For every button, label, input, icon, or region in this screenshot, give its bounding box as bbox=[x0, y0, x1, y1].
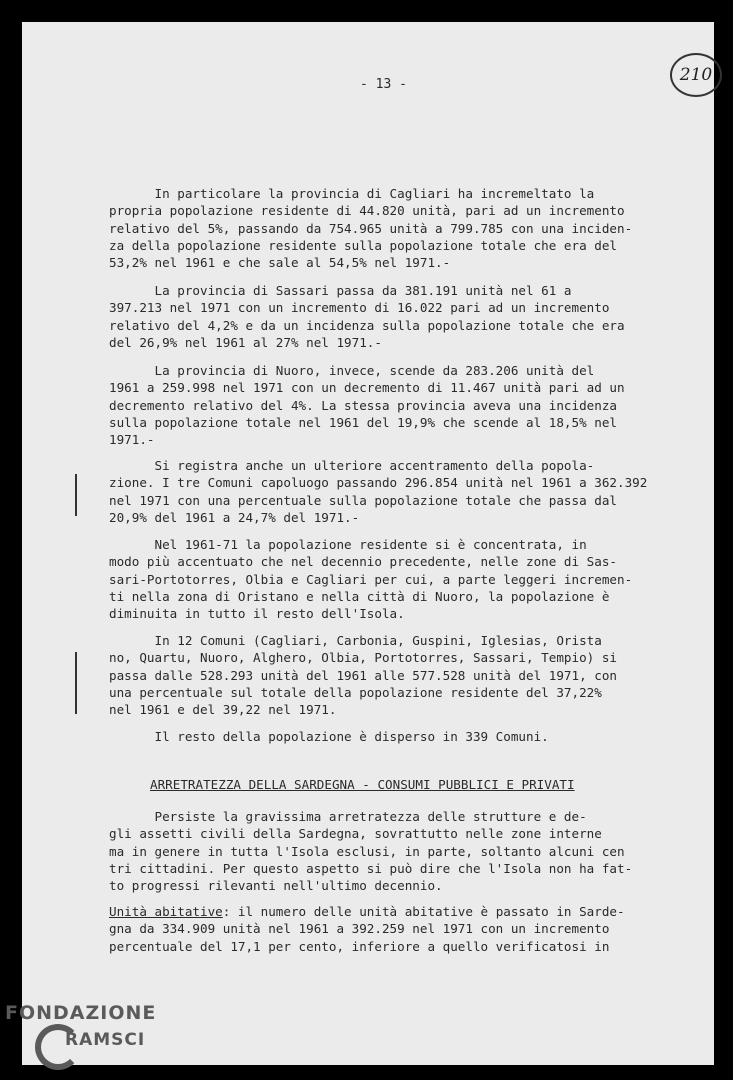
margin-mark bbox=[75, 474, 77, 516]
margin-mark bbox=[75, 652, 77, 714]
watermark-logo: FONDAZIONE RAMSCI bbox=[5, 1002, 185, 1074]
paragraph-capoluoghi: Si registra anche un ulteriore accentramento della popola- zione. I tre Comuni capoluogo passando 296.854 unità nel 1961 a 362.392 nel 1971 con una percentuale sulla popolazione totale che passa dal 20,9% del 1961 a 24,7% del 1971.- bbox=[109, 458, 648, 525]
paragraph-arretratezza: Persiste la gravissima arretratezza delle strutture e de- gli assetti civili della Sardegna, sovrattutto nelle zone interne ma in genere in tutta l'Isola esclusi, in parte, soltanto alcuni cen tri cittadini. Per questo aspetto si può dire che l'Isola non ha fat- to progressi rilevanti nell'ultimo decennio. bbox=[109, 809, 633, 894]
paragraph-dodici-comuni: In 12 Comuni (Cagliari, Carbonia, Guspini, Iglesias, Orista no, Quartu, Nuoro, Alghero, Olbia, Portotorres, Sassari, Tempio) si passa dalle 528.293 unità del 1961 alle 577.528 unità del 1971, con una percentuale sul totale della popolazione residente del 37,22% nel 1961 e del 39,22 nel 1971. bbox=[109, 633, 617, 718]
page-number: - 13 - bbox=[360, 77, 407, 92]
paragraph-concentrazione: Nel 1961-71 la popolazione residente si è concentrata, in modo più accentuato che nel decennio precedente, nelle zone di Sas- sari-Portotorres, Olbia e Cagliari per cui, a parte leggeri incremen- ti nella zona di Oristano e nella città di Nuoro, la popolazione è diminuita in tutto il resto dell'Isola. bbox=[109, 537, 633, 622]
paragraph-unita-abitative: Unità abitative: il numero delle unità abitative è passato in Sarde- gna da 334.909 unità nel 1961 a 392.259 nel 1971 con un incremento percentuale del 17,1 per cento, inferiore a quello verificatosi in bbox=[109, 904, 625, 954]
document-page bbox=[22, 22, 714, 1065]
paragraph-nuoro: La provincia di Nuoro, invece, scende da 283.206 unità del 1961 a 259.998 nel 1971 con un decremento di 11.467 unità pari ad un decremento relativo del 4%. La stessa provincia aveva una incidenza sulla popolazione totale nel 1961 del 19,9% che scende al 18,5% nel 1971.- bbox=[109, 363, 625, 448]
lead-term: Unità abitative bbox=[109, 904, 223, 919]
paragraph-cagliari: In particolare la provincia di Cagliari ha incremeltato la propria popolazione residente di 44.820 unità, pari ad un incremento relativo del 5%, passando da 754.965 unità a 799.785 con una inciden- za della popolazione residente sulla popolazione totale che era del 53,2% nel 1961 e che sale al 54,5% nel 1971.- bbox=[109, 186, 633, 271]
paragraph-sassari: La provincia di Sassari passa da 381.191 unità nel 61 a 397.213 nel 1971 con un incremento di 16.022 pari ad un incremento relativo del 4,2% e da un incidenza sulla popolazione totale che era del 26,9% nel 1961 al 27% nel 1971.- bbox=[109, 283, 625, 350]
paragraph-resto: Il resto della popolazione è disperso in 339 Comuni. bbox=[109, 729, 549, 744]
section-heading: ARRETRATEZZA DELLA SARDEGNA - CONSUMI PUBBLICI E PRIVATI bbox=[150, 777, 575, 792]
handwritten-page-number: 210 bbox=[670, 53, 722, 97]
